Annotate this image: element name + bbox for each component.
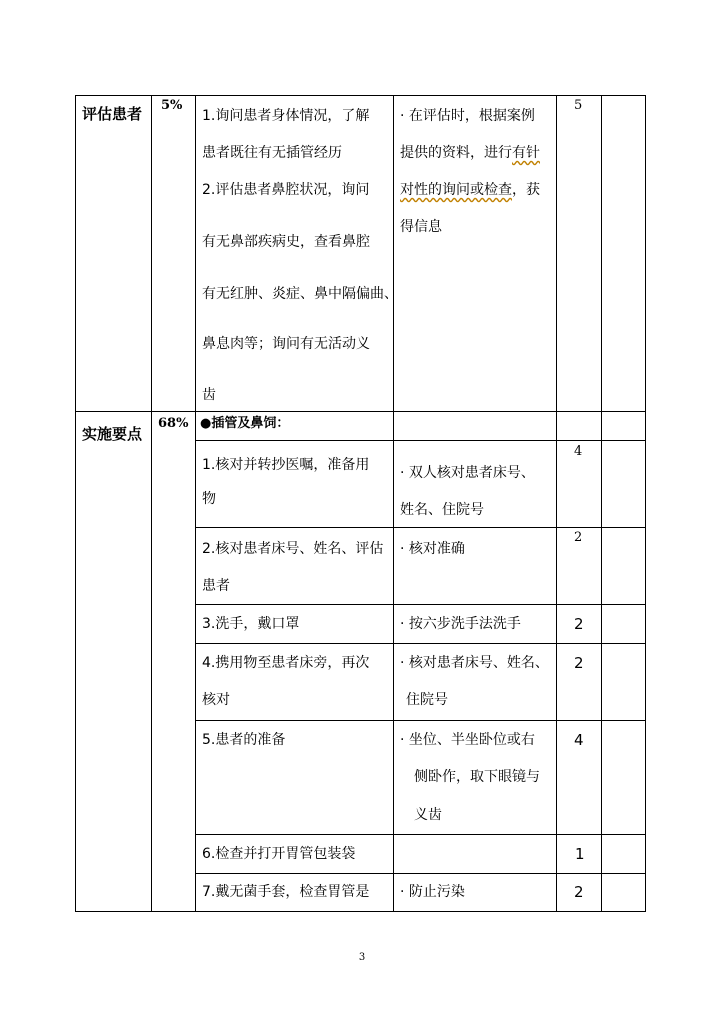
row-divider	[75, 911, 645, 912]
assess-note-emphasis: 对性的询问或检查	[400, 182, 512, 198]
assess-step-line: 2.评估患者鼻腔状况，询问	[202, 182, 370, 198]
implement-step-line: 物	[202, 491, 216, 507]
assess-note-line	[400, 180, 540, 200]
implement-step-line: 3.洗手，戴口罩	[202, 616, 300, 632]
implement-note-line: · 坐位、半坐卧位或右	[400, 732, 535, 748]
implement-note-line: 姓名、住院号	[400, 502, 484, 518]
row-divider	[195, 440, 645, 441]
implement-note-line: · 核对患者床号、姓名、	[400, 655, 549, 671]
assess-note-emphasis: 有针	[512, 145, 540, 161]
section-weight-implement: 68%	[158, 416, 189, 431]
implement-step-line: 核对	[202, 692, 230, 708]
assess-step-line: 1.询问患者身体情况，了解	[202, 108, 370, 124]
implement-step-line: 1.核对并转抄医嘱，准备用	[202, 457, 370, 473]
column-divider	[75, 95, 76, 912]
implement-step-line: 6.检查并打开胃管包装袋	[202, 846, 356, 862]
section-title-assess: 评估患者	[82, 105, 143, 123]
column-divider	[601, 95, 602, 912]
row-divider	[195, 720, 645, 721]
assess-note-text: 提供的资料，进行	[400, 145, 512, 161]
implement-score: 2	[574, 654, 584, 672]
assess-step-line: 齿	[202, 387, 216, 403]
assess-note-line	[400, 143, 540, 163]
section-weight-assess: 5%	[161, 98, 183, 113]
implement-note-line: 住院号	[406, 692, 448, 708]
implement-note-line: 侧卧作，取下眼镜与	[414, 769, 540, 785]
implement-score: 4	[574, 444, 583, 459]
implement-note-line: · 核对准确	[400, 541, 465, 557]
column-divider	[151, 95, 152, 912]
column-divider	[195, 95, 196, 912]
implement-note-line: · 按六步洗手法洗手	[400, 616, 521, 632]
implement-score: 2	[574, 883, 584, 901]
implement-note-line: 义齿	[414, 807, 442, 823]
implement-step-line: 患者	[202, 578, 230, 594]
row-divider	[195, 873, 645, 874]
column-divider	[645, 95, 646, 912]
implement-score: 1	[575, 845, 585, 863]
row-divider	[195, 834, 645, 835]
implement-step-line: 4.携用物至患者床旁，再次	[202, 655, 370, 671]
assess-step-line: 有无鼻部疾病史，查看鼻腔	[202, 234, 370, 250]
implement-subheading: ●插管及鼻饲：	[200, 416, 290, 431]
assess-score: 5	[574, 98, 583, 113]
assess-note-text: ，获	[512, 182, 540, 198]
column-divider	[393, 95, 394, 912]
assess-step-line: 有无红肿、炎症、鼻中隔偏曲、	[202, 286, 398, 302]
page-number: 3	[358, 952, 366, 963]
assess-note-line: 得信息	[400, 219, 442, 235]
assess-step-line: 鼻息肉等；询问有无活动义	[202, 336, 370, 352]
implement-note-line: · 双人核对患者床号、	[400, 465, 535, 481]
row-divider	[195, 643, 645, 644]
assess-note-line: · 在评估时，根据案例	[400, 108, 535, 124]
implement-step-line: 2.核对患者床号、姓名、评估	[202, 541, 384, 557]
column-divider	[556, 95, 557, 912]
row-divider	[195, 604, 645, 605]
row-divider	[75, 411, 645, 412]
implement-step-line: 7.戴无菌手套，检查胃管是	[202, 884, 370, 900]
implement-score: 2	[574, 615, 584, 633]
implement-step-line: 5.患者的准备	[202, 732, 286, 748]
implement-score: 2	[574, 530, 583, 545]
section-title-implement: 实施要点	[82, 425, 143, 443]
assess-step-line: 患者既往有无插管经历	[202, 145, 342, 161]
implement-score: 4	[574, 731, 584, 749]
implement-note-line: · 防止污染	[400, 884, 465, 900]
